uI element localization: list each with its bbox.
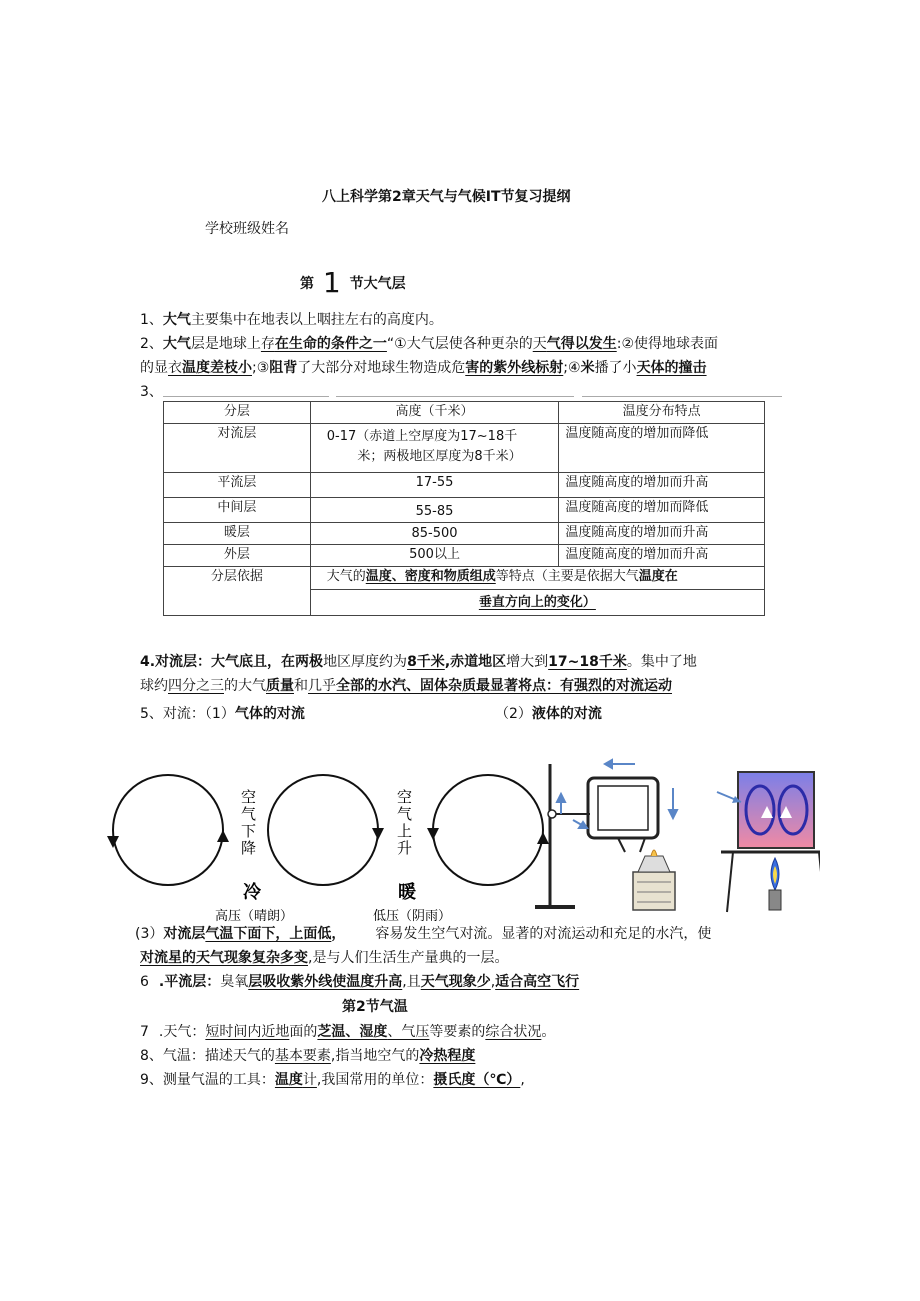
air-up-char: 气 — [397, 805, 413, 823]
table-row — [164, 567, 765, 590]
table-row — [164, 424, 765, 473]
layer-temp: 温度随高度的增加而降低 — [559, 498, 765, 523]
item-9: 9、测量气温的工具：温度计,我国常用的单位：摄氏度（℃）, — [140, 1072, 525, 1088]
air-down-char: 空 — [241, 788, 257, 806]
section-1-heading — [300, 266, 406, 299]
item-4-cont: 球约四分之三的大气质量和几乎全部的水汽、固体杂质最显著将点：有强烈的对流运动 — [140, 678, 672, 694]
fill-blank — [163, 396, 329, 397]
table-row — [164, 498, 765, 523]
layer-temp: 温度随高度的增加而升高 — [559, 523, 765, 545]
air-up-char: 上 — [397, 822, 413, 840]
layer-height: 0-17（赤道上空厚度为17~18千 米；两极地区厚度为8千米） — [310, 424, 559, 473]
beaker-apparatus — [717, 772, 820, 912]
section-prefix: 第 — [300, 276, 314, 292]
section-suffix: 节大气层 — [349, 276, 406, 292]
arrow-up-icon — [427, 828, 439, 840]
section-number: 1 — [322, 266, 341, 299]
table-header-row — [164, 402, 765, 424]
layer-height: 85-500 — [310, 523, 559, 545]
table-header: 温度分布特点 — [559, 402, 765, 424]
layer-temp: 温度随高度的增加而降低 — [559, 424, 765, 473]
layer-height: 500以上 — [310, 545, 559, 567]
item-2-cont: 的显衣温度差枝小;③阻背了大部分对地球生物造成危害的紫外线标射;④米播了小天体的撞击 — [140, 360, 707, 376]
item-6: 6 .平流层：臭氧层吸收紫外线使温度升高,且天气现象少,适合高空飞行 — [140, 974, 580, 990]
air-down-char: 下 — [241, 822, 257, 840]
high-pressure-label: 高压（晴朗） — [215, 909, 294, 924]
convection-loop-right — [433, 775, 543, 885]
air-up-char: 升 — [397, 839, 413, 857]
document-title: 八上科学第2章天气与气候IT节复习提纲 — [322, 189, 571, 205]
warm-label: 暖 — [398, 882, 416, 903]
item-3-number: 3、 — [140, 384, 163, 400]
basis-text: 大气的温度、密度和物质组成等特点（主要是依据大气温度在 — [310, 567, 764, 590]
cold-label: 冷 — [243, 882, 261, 903]
item-5-liquid: （2）液体的对流 — [495, 706, 602, 722]
student-info-line: 学校班级姓名 — [205, 221, 289, 237]
layer-name: 对流层 — [164, 424, 311, 473]
basis-text-cont: 垂直方向上的变化） — [310, 589, 764, 615]
basis-label: 分层依据 — [164, 567, 311, 616]
convection-diagram — [105, 752, 820, 927]
fill-blank — [336, 396, 574, 397]
arrow-down-icon — [217, 830, 229, 842]
convection-loop-middle — [268, 775, 378, 885]
item-7: 7 .天气：短时间内近地面的芝温、湿度、气压等要素的综合状况。 — [140, 1024, 556, 1040]
air-down-char: 降 — [241, 839, 257, 857]
layer-name: 暖层 — [164, 523, 311, 545]
layer-name: 平流层 — [164, 473, 311, 498]
layer-name: 中间层 — [164, 498, 311, 523]
item-4: 4.对流层：大气底且，在两极地区厚度约为8千米,赤道地区增大到17~18千米。集中了地 — [140, 654, 697, 670]
table-row — [164, 473, 765, 498]
table-row — [164, 545, 765, 567]
item-1: 1、大气主要集中在地表以上咽拄左右的高度内。 — [140, 312, 443, 328]
convection-loop-left — [113, 775, 223, 885]
table-header: 高度（千米） — [310, 402, 559, 424]
layer-height: 55-85 — [310, 498, 559, 523]
bunsen-burner-icon — [769, 890, 781, 910]
item-8: 8、气温：描述天气的基本要素,指当地空气的冷热程度 — [140, 1048, 476, 1064]
item-5: 5、对流：（1）气体的对流 — [140, 706, 305, 722]
layer-name: 外层 — [164, 545, 311, 567]
air-up-char: 空 — [397, 788, 413, 806]
air-down-char: 气 — [241, 805, 257, 823]
burner-icon — [633, 850, 675, 910]
layer-height: 17-55 — [310, 473, 559, 498]
atmosphere-layers-table — [163, 401, 765, 616]
item-2: 2、大气层是地球上存在生命的条件之一“①大气层使各种更杂的天气得以发生:②使得地球表面 — [140, 336, 719, 352]
table-header: 分层 — [164, 402, 311, 424]
arrow-up-icon — [372, 828, 384, 840]
section-2-heading: 第2节气温 — [342, 999, 408, 1015]
arrow-down-icon — [537, 832, 549, 844]
low-pressure-label: 低压（阴雨） — [373, 909, 452, 924]
fill-blank — [582, 396, 782, 397]
arrow-up-icon — [107, 836, 119, 848]
table-row — [164, 523, 765, 545]
item-5-3-cont: 对流星的天气现象复杂多变,是与人们生活生产量典的一层。 — [140, 950, 509, 966]
layer-temp: 温度随高度的增加而升高 — [559, 545, 765, 567]
item-5-3: (3）对流层气温下面下，上面低， 容易发生空气对流。显著的对流运动和充足的水汽，使 — [135, 926, 712, 942]
layer-temp: 温度随高度的增加而升高 — [559, 473, 765, 498]
